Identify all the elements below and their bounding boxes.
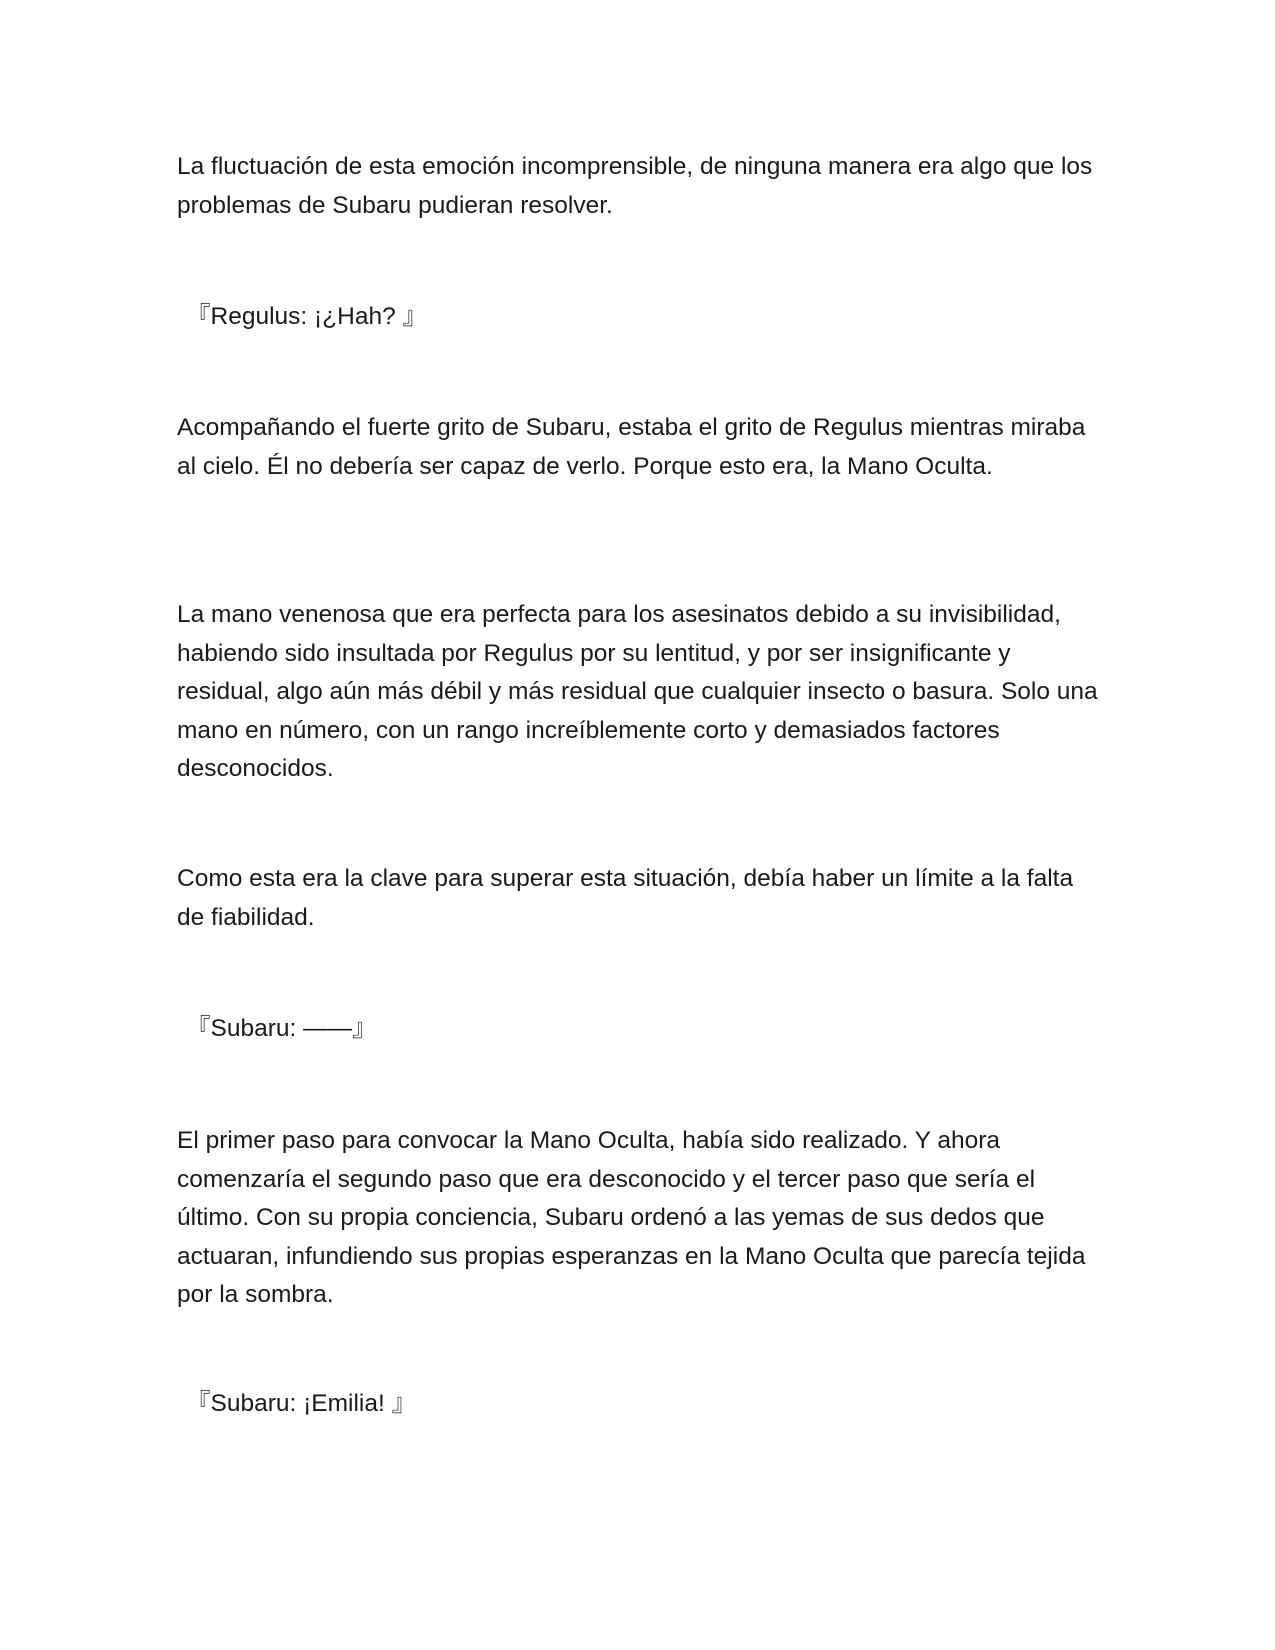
dialogue-subaru-emilia: 『Subaru: ¡Emilia! 』: [186, 1390, 417, 1417]
paragraph-regulus-scream: Acompañando el fuerte grito de Subaru, estaba el grito de Regulus mientras miraba al cielo. Él no debería ser capaz de verlo. Porque esto era, la Mano Oculta.: [177, 414, 1086, 480]
dialogue-regulus: 『Regulus: ¡¿Hah? 』: [186, 303, 428, 330]
paragraph-first-step: El primer paso para convocar la Mano Oculta, había sido realizado. Y ahora comenzaría el segundo paso que era desconocido y el tercer paso que sería el último. Con su propia conciencia, Subaru ordenó a las yemas de sus dedos que actuaran, infundiendo sus propias esperanzas en la Mano Oculta que parecía tejida por la sombra.: [177, 1127, 1086, 1308]
paragraph-key-situation: Como esta era la clave para superar esta situación, debía haber un límite a la falta de fiabilidad.: [177, 865, 1074, 931]
paragraph-venomous-hand: La mano venenosa que era perfecta para los asesinatos debido a su invisibilidad, habiendo sido insultada por Regulus por su lentitud, y por ser insignificante y residual, algo aún más débil y más residual que cualquier insecto o basura. Solo una mano en número, con un rango increíblemente corto y demasiados factores desconocidos.: [177, 601, 1098, 782]
paragraph-emotion-fluctuation: La fluctuación de esta emoción incomprensible, de ninguna manera era algo que los problemas de Subaru pudieran resolver.: [177, 153, 1093, 219]
dialogue-subaru-silent: 『Subaru: ——』: [186, 1015, 377, 1042]
